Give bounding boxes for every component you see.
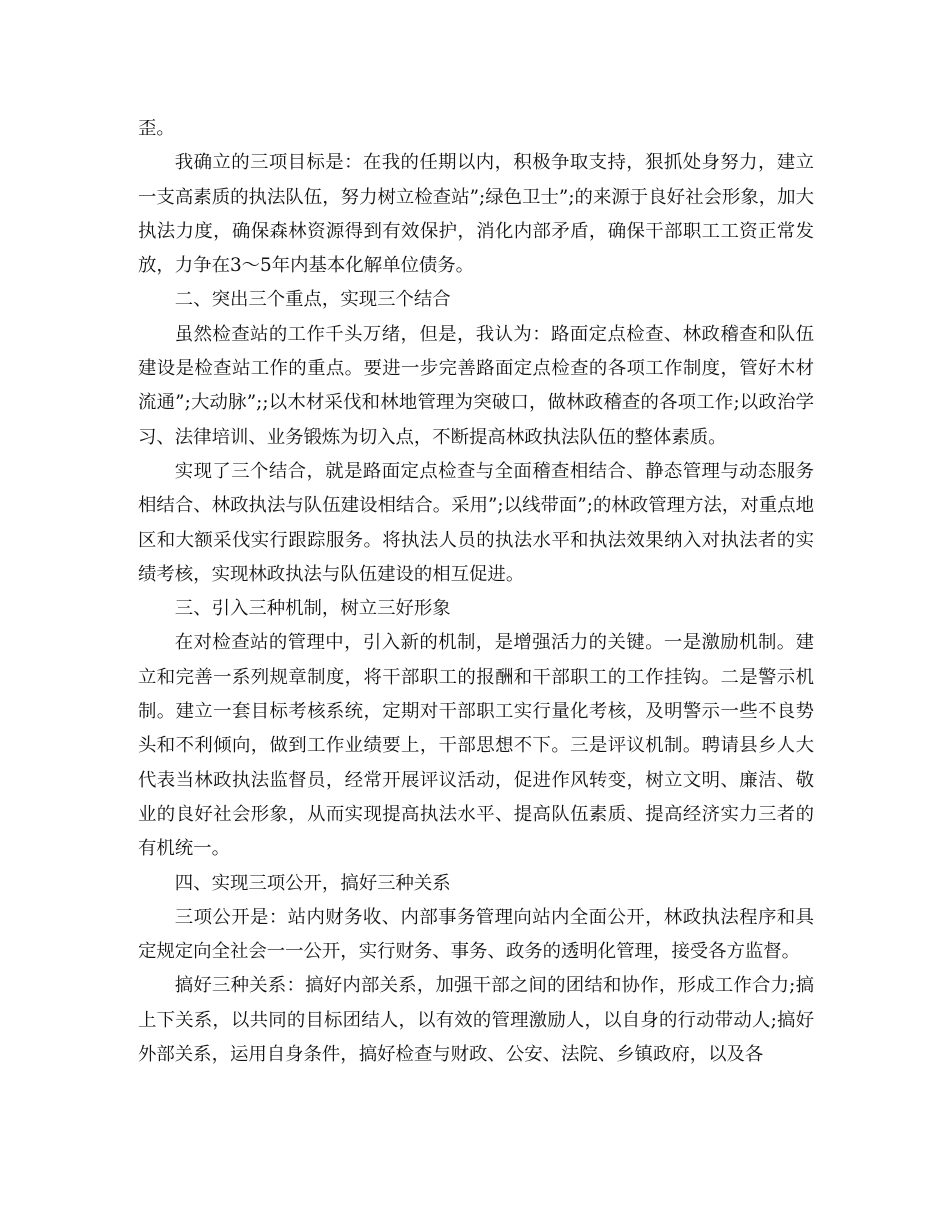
paragraph-key-points: 虽然检查站的工作千头万绪，但是，我认为：路面定点检查、林政稽查和队伍建设是检查站工作的重点。要进一步完善路面定点检查的各项工作制度，管好木材流通”;大动脉”;;以木材采伐和林地管理为突破口，做林政稽查的各项工作;以政治学习、法律培训、业务锻炼为切入点，不断提高林政执法队伍的整体素质。 [138, 323, 814, 448]
paragraph-mechanisms: 在对检查站的管理中，引入新的机制，是增强活力的关键。一是激励机制。建立和完善一系列规章制度，将干部职工的报酬和干部职工的工作挂钩。二是警示机制。建立一套目标考核系统，定期对干部职工实行量化考核，及明警示一些不良势头和不利倾向，做到工作业绩要上，干部思想不下。三是评议机制。聘请县乡人大代表当林政执法监督员，经常开展评议活动，促进作风转变，树立文明、廉洁、敬业的良好社会形象，从而实现提高执法水平、提高队伍素质、提高经济实力三者的有机统一。 [138, 632, 814, 860]
paragraph-three-combinations: 实现了三个结合，就是路面定点检查与全面稽查相结合、静态管理与动态服务相结合、林政执法与队伍建设相结合。采用”;以线带面”;的林政管理方法，对重点地区和大额采伐实行跟踪服务。将执法人员的执法水平和执法效果纳入对执法者的实绩考核，实现林政执法与队伍建设的相互促进。 [138, 460, 814, 585]
section-heading-4: 四、实现三项公开，搞好三种关系 [174, 872, 451, 894]
section-heading-3: 三、引入三种机制，树立三好形象 [174, 598, 451, 620]
paragraph-three-openness: 三项公开是：站内财务收、内部事务管理向站内全面公开，林政执法程序和具定规定向全社会一一公开，实行财务、事务、政务的透明化管理，接受各方监督。 [138, 906, 814, 963]
section-heading-2: 二、突出三个重点，实现三个结合 [174, 289, 451, 311]
paragraph-three-relations: 搞好三种关系：搞好内部关系，加强干部之间的团结和协作，形成工作合力;搞上下关系，以共同的目标团结人，以有效的管理激励人，以自身的行动带动人;搞好外部关系，运用自身条件，搞好检查与财政、公安、法院、乡镇政府，以及各 [138, 975, 814, 1066]
paragraph-continuation: 歪。 [138, 118, 175, 139]
document-body [138, 112, 814, 1072]
paragraph-goals: 我确立的三项目标是：在我的任期以内，积极争取支持，狠抓处身努力，建立一支高素质的执法队伍，努力树立检查站”;绿色卫士”;的来源于良好社会形象，加大执法力度，确保森林资源得到有效保护，消化内部矛盾，确保干部职工工资正常发放，力争在3～5年内基本化解单位债务。 [138, 152, 814, 277]
